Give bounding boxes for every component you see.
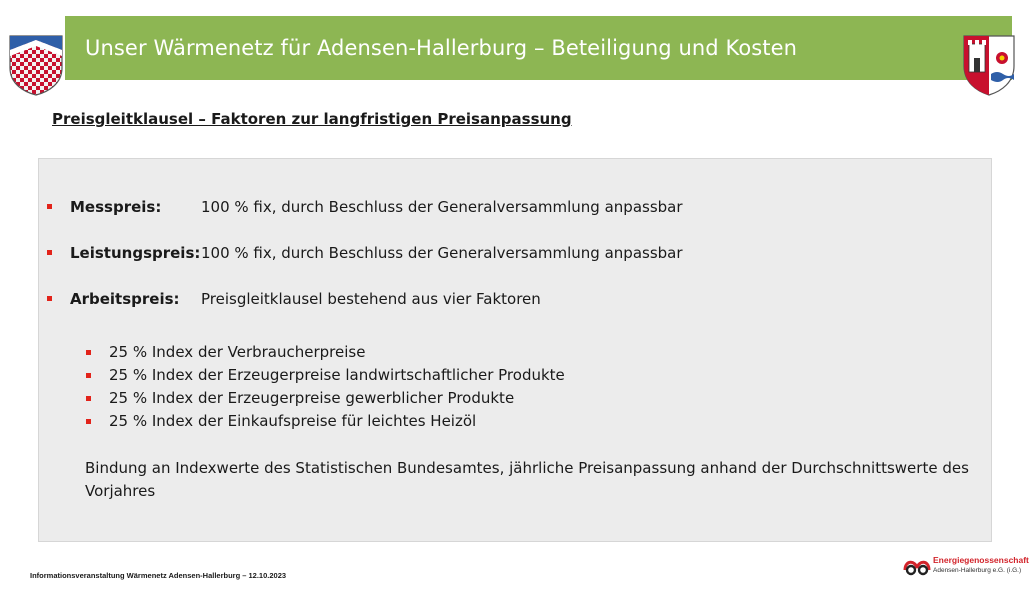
bullet-marker [47,250,52,255]
bullet-messpreis [47,197,683,216]
sub-bullet-text: 25 % Index der Verbraucherpreise [109,343,366,361]
bullet-text: 100 % fix, durch Beschluss der Generalversammlung anpassbar [201,197,683,216]
sub-bullet-item [86,389,514,407]
sub-bullet-item [86,343,365,361]
section-heading: Preisgleitklausel – Faktoren zur langfristigen Preisanpassung [52,110,572,128]
bullet-marker [47,204,52,209]
index-binding-note: Bindung an Indexwerte des Statistischen Bundesamtes, jährliche Preisanpassung anhand der Durchschnittswerte des Vorjahres [85,459,969,500]
right-coat-of-arms-icon [962,34,1016,96]
sub-bullet-text: 25 % Index der Erzeugerpreise gewerblicher Produkte [109,389,515,407]
footer-event-caption: Informationsveranstaltung Wärmenetz Adensen-Hallerburg – 12.10.2023 [30,571,287,580]
sub-bullet-marker [86,396,91,401]
sub-bullet-marker [86,350,91,355]
bullet-text: 100 % fix, durch Beschluss der Generalversammlung anpassbar [201,243,683,262]
sub-bullet-text: 25 % Index der Erzeugerpreise landwirtschaftlicher Produkte [109,366,565,384]
bullet-label: Arbeitspreis: [70,289,180,308]
bullet-text: Preisgleitklausel bestehend aus vier Faktoren [201,289,541,308]
title-bar [65,16,1012,80]
cooperative-logo-icon [903,554,931,578]
bullet-marker [47,296,52,301]
logo-subname: Adensen-Hallerburg e.G. (i.G.) [933,567,1022,574]
bullet-leistungspreis [47,243,683,262]
sub-bullet-item [86,412,476,430]
bullet-label: Messpreis: [70,197,162,216]
sub-bullet-text: 25 % Index der Einkaufspreise für leichtes Heizöl [109,412,477,430]
left-coat-of-arms-icon [8,34,64,96]
content-panel [38,158,992,542]
sub-bullet-marker [86,419,91,424]
sub-bullet-marker [86,373,91,378]
slide-title: Unser Wärmenetz für Adensen-Hallerburg – Beteiligung und Kosten [85,36,798,60]
bullet-label: Leistungspreis: [70,243,201,262]
cooperative-logo [903,554,1029,580]
sub-bullet-item [86,366,565,384]
logo-name: Energiegenossenschaft [933,555,1029,565]
bullet-arbeitspreis [47,289,541,308]
